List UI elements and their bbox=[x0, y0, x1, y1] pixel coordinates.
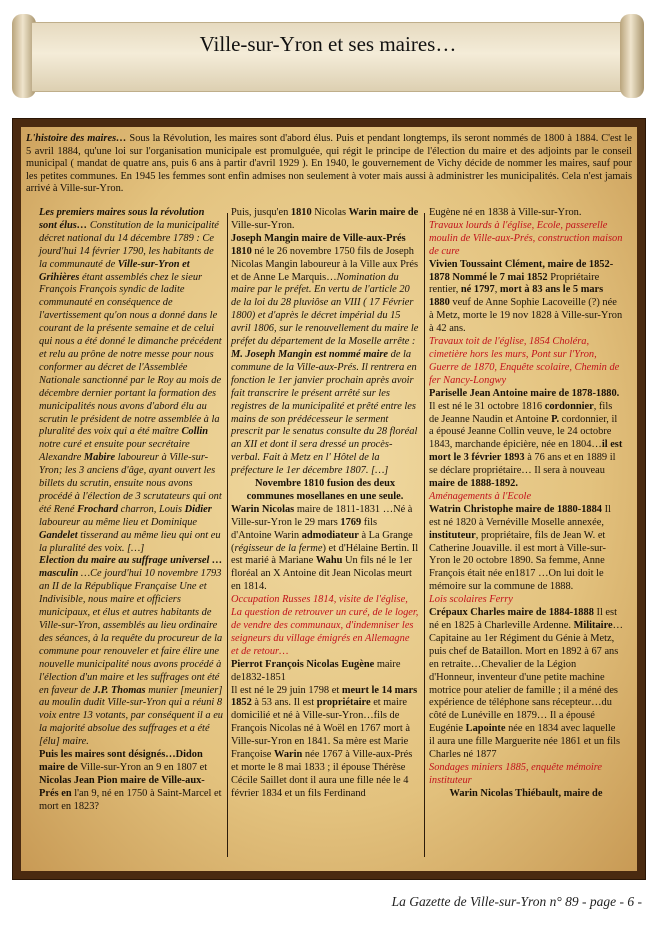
column-3 bbox=[429, 207, 623, 801]
page-title: Ville-sur-Yron et ses maires… bbox=[199, 32, 457, 56]
article-panel bbox=[12, 118, 646, 880]
paragraph: Les premiers maires sous la révolution sont élus… Constitution de la municipalité décret national du 14 décembre 1789 : Ce jourd'hui 14 février 1790, les habitants de la communauté de Ville-sur-Yron et Grihières étant assemblés chez le sieur François François syndic de ladite communauté en conséquence de l'avertissement qu'on nous a donné dans le courant de la présente semaine et de celui qui nous a été donné le dimanche précédent et relu au prône de notre messe pour nous conformer au décret de l'Assemblée Nationale sanctionné par le Roy au mois de décembre dernier portant la formation des municipalités nous avons d'abord élu au scrutin le président de notre assemblée à la pluralité des voix qui a été maître Collin notre curé et ensuite pour secrétaire Alexandre Mabire laboureur à Ville-sur-Yron; les 3 anciens d'âge, ayant ouvert les billets du scrutin, ensuite nous avons procédé à l'élection de 3 scrutateurs qui ont été René Frochard charron, Louis Didier laboureur au même lieu et Dominique Gandelet tisserand au même lieu qui ont eu la pluralité des voix. […] bbox=[39, 207, 222, 554]
intro-lead: L'histoire des maires… bbox=[26, 133, 127, 144]
paragraph: Vivien Toussaint Clément, maire de 1852-1878 Nommé le 7 mai 1852 Propriétaire rentier, né 1797, mort à 83 ans le 5 mars 1880 veuf de Anne Sophie Lacoveille (?) née à Metz, morte le 19 nov 1828 à Ville-sur-Yron à 42 ans. bbox=[429, 258, 623, 335]
paragraph: Warin Nicolas Thiébault, maire de bbox=[449, 787, 603, 799]
title-banner bbox=[10, 8, 646, 104]
paragraph: Puis les maires sont désignés…Didon maire de Ville-sur-Yron an 9 en 1807 et Nicolas Jean Pion maire de Ville-aux-Prés en l'an 9, né en 1750 à Saint-Marcel et mort en 1823? bbox=[39, 749, 222, 812]
paragraph: Watrin Christophe maire de 1880-1884 Il est né 1820 à Vernéville Moselle annexée, instituteur, propriétaire, fils de Jean W. et Catherine Jouaville. il est mort à Ville-sur-Yron le 20 octobre 1890. Sa femme, Anne François était née en1817 …On lui doit le mémoire sur la commune de 1888. bbox=[429, 503, 611, 593]
event-note: Lois scolaires Ferry bbox=[429, 594, 513, 606]
page-footer: La Gazette de Ville-sur-Yron n° 89 - page - 6 - bbox=[391, 894, 642, 909]
paragraph: Eugène né en 1838 à Ville-sur-Yron. bbox=[429, 207, 582, 218]
paragraph: Pierrot François Nicolas Eugène maire de1832-1851 bbox=[231, 658, 401, 683]
paragraph: Election du maire au suffrage universel …masculin …Ce jourd'hui 10 novembre 1793 an II de la République Française Une et Indivisible, nous maire et officiers municipaux, et élus et autres habitants de Ville-sur-Yron, assemblés au lieu ordinaire des séances, à la requête du procureur de la commune pour renouveler et faire élire une nouvelle municipalité nous avons procédé à l'élection d'un maire et les suffrages ont été en faveur de J.P. Thomas munier [meunier] au moulin dudit Ville-sur-Yron qui a réuni 8 voix entre 13 votants, par conséquent il a eu la majorité absolue des suffrages et a été [élu] maire. bbox=[39, 555, 224, 748]
column-divider bbox=[227, 213, 228, 857]
paragraph: Pariselle Jean Antoine maire de 1878-1880. Il est né le 31 octobre 1816 cordonnier, fils de Jeanne Naudin et Antoine P. cordonnier, il a épousé Jeanne Collin veuve, le 24 octobre 1843, marchande épicière, née en 1804…il est mort le 3 février 1893 à 76 ans et en 1889 il se déclare propriétaire… Il sera à nouveau maire de 1888-1892. bbox=[429, 387, 623, 490]
paragraph: Warin Nicolas maire de 1811-1831 …Né à Ville-sur-Yron le 29 mars 1769 fils d'Antoine Warin admodiateur à La Grange (régisseur de la ferme) et d'Hélaine Bertin. Il est marié à Mariane Wahu Un fils né le 1er floréal an X Antoine dit Jean Nicolas meurt en 1814. bbox=[231, 503, 419, 593]
paragraph: Crépaux Charles maire de 1884-1888 Il est né en 1825 à Charleville Ardenne. Militaire…Capitaine au 1er Régiment du Génie à Metz, puis chef de Bataillon. Mort en 1892 à 67 ans en retraite…Chevalier de la Légion d'Honneur, inventeur d'une petite machine motrice pour atelier de famille ; il a méné des expérience de téléphone sans récepteur…du côté de Lunéville en 1879… Il a épousé Eugénie Lapointe née en 1834 avec laquelle il aura une fille Marguerite née 1861 et un fils Charles né 1877 bbox=[429, 607, 623, 761]
event-note: Travaux toit de l'église, 1854 Choléra, cimetière hors les murs, Pont sur l'Yron, Guerre de 1870, Enquête scolaire, Chemin de fer Nancy-Longwy bbox=[429, 336, 620, 386]
event-note: Travaux lourds à l'église, Ecole, passerelle moulin de Ville-aux-Prés, construction maison de cure bbox=[429, 219, 623, 257]
column-2 bbox=[231, 207, 419, 801]
event-note: Occupation Russes 1814, visite de l'église, La question de retrouver un curé, de le loger, de vendre des communaux, d'indemniser les seigneurs du village émigrés en Allemagne et de retour… bbox=[231, 594, 419, 657]
event-note: Sondages miniers 1885, enquête mémoire instituteur bbox=[429, 761, 603, 786]
event-note: Aménagements à l'Ecole bbox=[429, 490, 532, 502]
paragraph: Puis, jusqu'en 1810 Nicolas Warin maire de Ville-sur-Yron. bbox=[231, 207, 419, 231]
paragraph: Novembre 1810 fusion des deux communes mosellanes en une seule. bbox=[246, 478, 404, 502]
intro-paragraph bbox=[26, 133, 632, 196]
column-1 bbox=[39, 207, 223, 814]
paragraph: Il est né le 29 juin 1798 et meurt le 14 mars 1852 à 53 ans. Il est propriétaire et maire domicilié et né à Ville-sur-Yron…fils de François Nicolas né à Woël en 1767 mort à Ville-sur-Yron en 1841. Sa mère est Marie Françoise Warin née 1767 à Ville-aux-Prés et morte le 8 mai 1833 ; il épouse Thérèse Cécile Saillet dont il aura une fille née le 4 février 1834 et un fils Ferdinand bbox=[231, 684, 418, 799]
article-paper bbox=[21, 127, 637, 871]
intro-text: Sous la Révolution, les maires sont d'abord élus. Puis et pendant longtemps, ils seront nommés de 1800 à 1884. C'est le 5 avril 1884, qu'une loi sur l'organisation municipale est promulguée, qui régit le principe de l'élection du maire et des adjoints par le conseil municipal ( mandat de quatre ans, puis 6 ans à partir d'avril 1929 ). En 1940, le gouvernement de Vichy décide de nommer les maires, sauf pour les petites communes. En 1945 les femmes sont enfin admises non seulement à voter mais aussi à administrer les municipalités. Cela n'est jamais arrivé à Ville-sur-Yron. bbox=[26, 133, 632, 195]
article-columns bbox=[27, 207, 631, 865]
column-divider bbox=[424, 213, 425, 857]
paragraph: Joseph Mangin maire de Ville-aux-Prés 1810 né le 26 novembre 1750 fils de Joseph Nicolas Mangin laboureur à la Ville aux Prés et de Anne Le Marquis…Nomination du maire par le préfet. En vertu de l'article 20 de la loi du 28 pluviôse an VIII ( 17 Février 1800) et d'après le décret impérial du 15 avril 1806, sur le renouvellement du maire le préfet du département de la Moselle arrête : M. Joseph Mangin est nommé maire de la commune de la Ville-aux-Prés. Il rentrera en fonction le 1er janvier prochain après avoir fait transcrire le présent arrêté sur les registres de la municipalité et prêté entre les mains de son prédécesseur le serment prescrit par le senatus consulte du 28 floréal an XII et dont il sera dressé un procès-verbal. Fait à Metz en l' Hôtel de la préfecture le 1er décembre 1807. […] bbox=[231, 232, 419, 477]
